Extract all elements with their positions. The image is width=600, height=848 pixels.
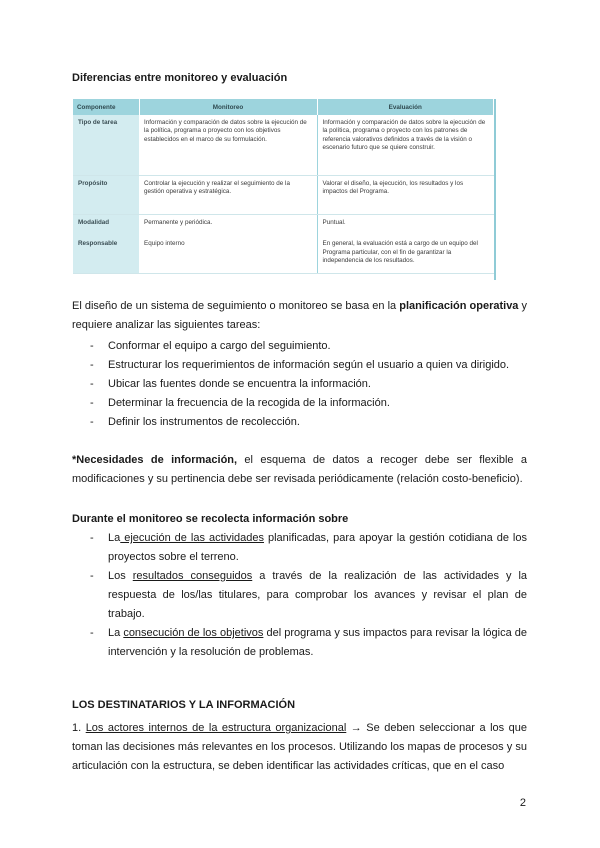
cell-monitoreo-modalidad bbox=[139, 215, 317, 274]
evaluacion-modalidad: Puntual. bbox=[322, 219, 346, 226]
list-item: - Determinar la frecuencia de la recogida de la información. bbox=[90, 397, 390, 409]
intro-paragraph: El diseño de un sistema de seguimiento o monitoreo se basa en la planificación operativa y requiere analizar las siguientes tareas: bbox=[72, 300, 527, 331]
cell-evaluacion-tipo: Información y comparación de datos sobre la ejecución de la política, programa o proyecto con los patrones de referencia valorativos definidos a través de la visión o escenario futuro que se quiere construir. bbox=[317, 115, 494, 176]
destinatarios-heading: LOS DESTINATARIOS Y LA INFORMACIÓN bbox=[72, 699, 296, 711]
label-modalidad: Modalidad bbox=[78, 219, 110, 226]
list-item: - La ejecución de las actividades planificadas, para apoyar la gestión cotidiana de los proyectos sobre el terreno. bbox=[90, 532, 527, 563]
list-item: - Los resultados conseguidos a través de la realización de las actividades y la respuesta de los/las titulares, para comprobar los avances y revisar el plan de trabajo. bbox=[90, 570, 528, 620]
evaluacion-responsable: En general, la evaluación está a cargo de un equipo del Programa particular, con el fin de garantizar la independencia de los resultados. bbox=[322, 240, 478, 265]
label-responsable: Responsable bbox=[78, 240, 118, 248]
header-componente: Componente bbox=[73, 99, 139, 115]
cell-monitoreo-tipo: Información y comparación de datos sobre la ejecución de la política, programa o proyecto con los objetivos establecidos en el marco de su formulación. bbox=[139, 115, 317, 176]
list-item: - Definir los instrumentos de recolección. bbox=[90, 416, 300, 428]
list-item: - Conformar el equipo a cargo del seguimiento. bbox=[90, 340, 331, 352]
header-monitoreo: Monitoreo bbox=[139, 99, 317, 115]
monitoreo-responsable: Equipo interno bbox=[144, 240, 185, 248]
cell-evaluacion-modalidad bbox=[317, 215, 494, 274]
cell-monitoreo-proposito: Controlar la ejecución y realizar el seguimiento de la gestión operativa y estratégica. bbox=[139, 176, 317, 215]
cell-evaluacion-proposito: Valorar el diseño, la ejecución, los resultados y los impactos del Programa. bbox=[317, 176, 494, 215]
list-item: - Ubicar las fuentes donde se encuentra la información. bbox=[90, 378, 371, 390]
row-label-tipo: Tipo de tarea bbox=[73, 115, 139, 176]
list-item: - La consecución de los objetivos del programa y sus impactos para revisar la lógica de intervención y la resolución de problemas. bbox=[90, 627, 528, 658]
list-item: - Estructurar los requerimientos de información según el usuario a quien va dirigido. bbox=[90, 359, 510, 371]
row-label-modalidad bbox=[73, 215, 139, 274]
page-number: 2 bbox=[519, 797, 526, 809]
during-list bbox=[72, 529, 527, 662]
comparison-table bbox=[73, 99, 494, 274]
monitoreo-modalidad: Permanente y periódica. bbox=[144, 219, 213, 226]
actors-paragraph: 1. Los actores internos de la estructura organizacional → Se deben seleccionar a los que toman las decisiones más relevantes en los procesos. Utilizando los mapas de procesos y su articulación con la estructura, se deben identificar las actividades críticas, que en el caso bbox=[72, 722, 528, 772]
needs-paragraph: *Necesidades de información, el esquema de datos a recoger debe ser flexible a modificaciones y su pertinencia debe ser revisada periódicamente (relación costo-beneficio). bbox=[72, 454, 527, 485]
tasks-list bbox=[72, 337, 527, 432]
section-title: Diferencias entre monitoreo y evaluación bbox=[72, 72, 288, 84]
row-label-proposito: Propósito bbox=[73, 176, 139, 215]
during-heading: Durante el monitoreo se recolecta información sobre bbox=[72, 513, 349, 525]
header-evaluacion: Evaluación bbox=[317, 99, 494, 115]
comparison-table-figure bbox=[73, 99, 496, 280]
